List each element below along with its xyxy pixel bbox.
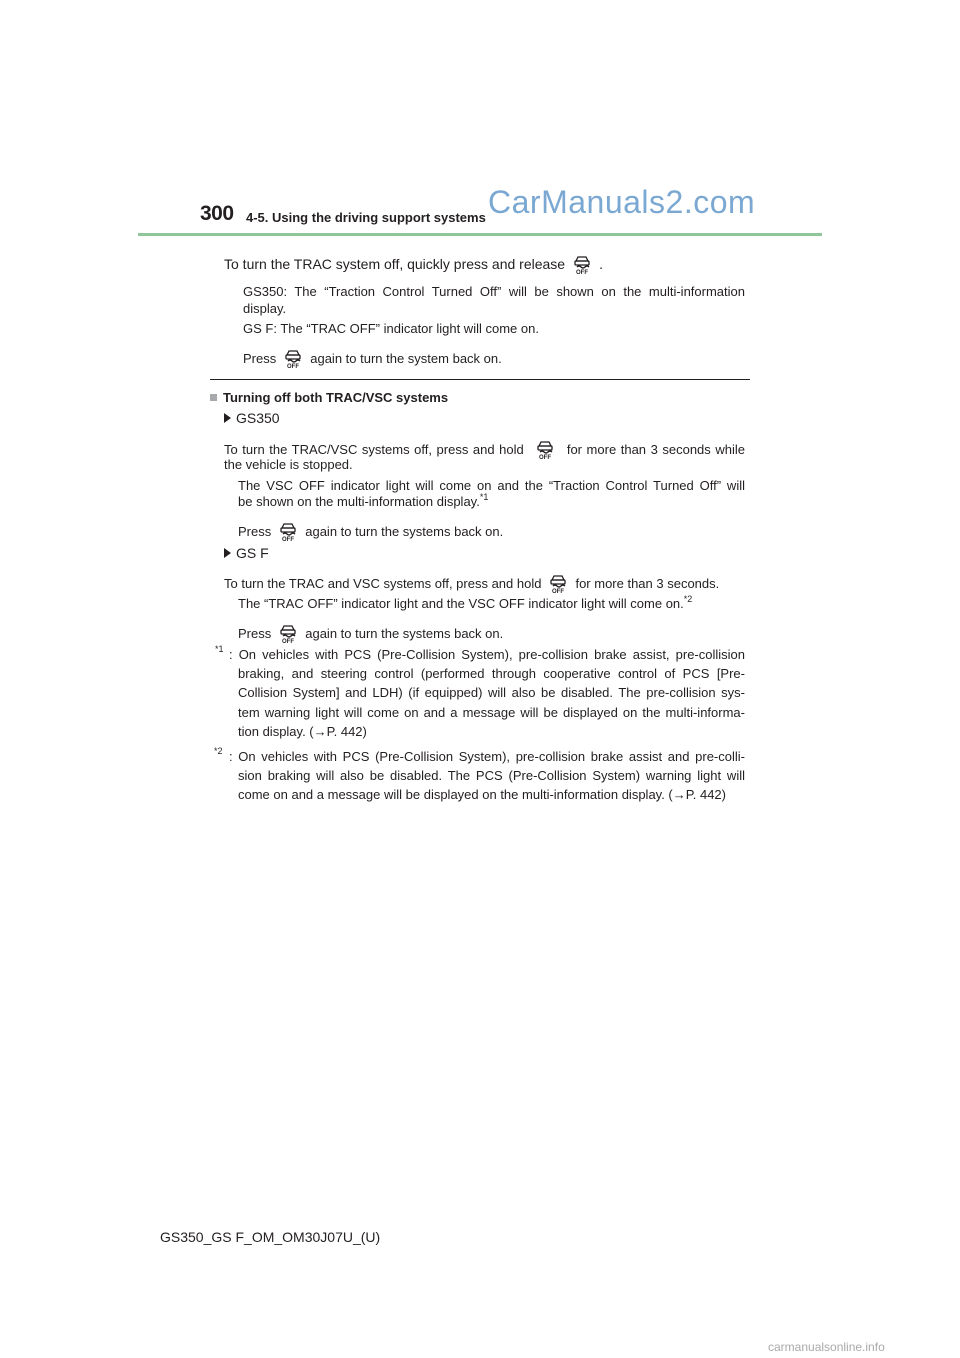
footnote-mark: *2 xyxy=(214,746,223,756)
instruction-text: To turn the TRAC and VSC systems off, press and hold xyxy=(224,576,542,591)
press-after-text: again to turn the systems back on. xyxy=(305,626,504,641)
gs350-trac-message: GS350: The “Traction Control Turned Off” will be shown on the multi-information xyxy=(243,284,745,299)
press-after-text: again to turn the system back on. xyxy=(310,351,502,366)
vsc-off-icon xyxy=(282,347,304,369)
watermark-logo: CarManuals2.com xyxy=(488,184,756,220)
footnote-ref-2[interactable]: *2 xyxy=(683,594,693,604)
svg-text:OFF: OFF xyxy=(282,537,295,542)
square-bullet-icon xyxy=(210,394,217,401)
vsc-off-icon xyxy=(547,572,569,594)
trac-press-again xyxy=(243,347,502,369)
section-divider xyxy=(210,379,750,380)
svg-text:OFF: OFF xyxy=(287,364,300,369)
trac-off-period: . xyxy=(599,256,603,272)
gsf-both-off-instruction xyxy=(224,572,719,594)
gsf-indicator-text xyxy=(238,596,692,612)
gs350-label xyxy=(224,409,280,427)
heading-text: Turning off both TRAC/VSC systems xyxy=(223,390,449,405)
vsc-off-icon xyxy=(277,520,299,542)
vsc-off-icon xyxy=(571,253,593,275)
gsf-press-again xyxy=(238,622,503,644)
press-label: Press xyxy=(243,351,277,366)
instruction-text: To turn the TRAC/VSC systems off, press and hold xyxy=(224,442,524,457)
trac-off-text: To turn the TRAC system off, quickly press and release xyxy=(224,256,566,272)
svg-text:OFF: OFF xyxy=(576,270,589,275)
watermark-footer: carmanualsonline.info xyxy=(768,1340,885,1354)
vsc-off-icon xyxy=(534,438,556,460)
gs350-both-off-cont: the vehicle is stopped. xyxy=(224,457,353,472)
gs350-indicator-text: The VSC OFF indicator light will come on and the “Traction Control Turned Off” will xyxy=(238,478,745,493)
instruction-text-cont: for more than 3 seconds while xyxy=(566,442,745,457)
footnote-1-mark xyxy=(215,646,224,662)
gs350-press-again xyxy=(238,520,503,542)
indicator-text-cont: be shown on the multi-information display. xyxy=(238,494,480,509)
header-divider xyxy=(138,233,822,236)
gs350-trac-message-cont: display. xyxy=(243,301,287,316)
triangle-bullet-icon xyxy=(224,413,231,423)
footnote-ref-1[interactable]: *1 xyxy=(479,492,489,502)
press-after-text: again to turn the systems back on. xyxy=(305,524,504,539)
footnote-1-line-1: : On vehicles with PCS (Pre-Collision System), pre-collision brake assist, pre-collision xyxy=(229,647,745,662)
footnote-2-line-1: : On vehicles with PCS (Pre-Collision System), pre-collision brake assist and pre-colli- xyxy=(229,749,745,764)
both-systems-heading xyxy=(210,390,448,406)
section-title: 4-5. Using the driving support systems xyxy=(246,210,486,225)
footnote-2-line-2: sion braking will also be disabled. The PCS (Pre-Collision System) warning light will xyxy=(238,768,745,783)
svg-text:OFF: OFF xyxy=(539,455,552,460)
footnote-1-line-4: tem warning light will come on and a message will be displayed on the multi-informa- xyxy=(238,705,745,720)
trac-off-instruction xyxy=(224,253,603,275)
svg-text:OFF: OFF xyxy=(282,639,295,644)
footnote-2-line-3: come on and a message will be displayed on the multi-information display. (→P. 442) xyxy=(238,787,726,802)
footnote-1-line-5: tion display. (→P. 442) xyxy=(238,724,367,739)
gsf-label xyxy=(224,544,269,562)
model-label: GS350 xyxy=(236,410,280,426)
press-label: Press xyxy=(238,524,272,539)
triangle-bullet-icon xyxy=(224,548,231,558)
document-code: GS350_GS F_OM_OM30J07U_(U) xyxy=(160,1229,381,1245)
model-label: GS F xyxy=(236,545,269,561)
indicator-text: The “TRAC OFF” indicator light and the VSC OFF indicator light will come on. xyxy=(238,596,684,611)
page-number: 300 xyxy=(200,202,234,225)
footnote-2-mark xyxy=(214,748,223,764)
instruction-text-cont: for more than 3 seconds. xyxy=(575,576,720,591)
gsf-trac-message: GS F: The “TRAC OFF” indicator light will come on. xyxy=(243,321,539,336)
svg-text:OFF: OFF xyxy=(552,589,565,594)
vsc-off-icon xyxy=(277,622,299,644)
press-label: Press xyxy=(238,626,272,641)
gs350-indicator-cont xyxy=(238,494,488,510)
footnote-1-line-2: braking, and steering control (performed through cooperative control of PCS [Pre- xyxy=(238,666,745,681)
footnote-1-line-3: Collision System] and LDH) (if equipped) will also be disabled. The pre-collision sys- xyxy=(238,685,745,700)
footnote-mark: *1 xyxy=(215,644,224,654)
